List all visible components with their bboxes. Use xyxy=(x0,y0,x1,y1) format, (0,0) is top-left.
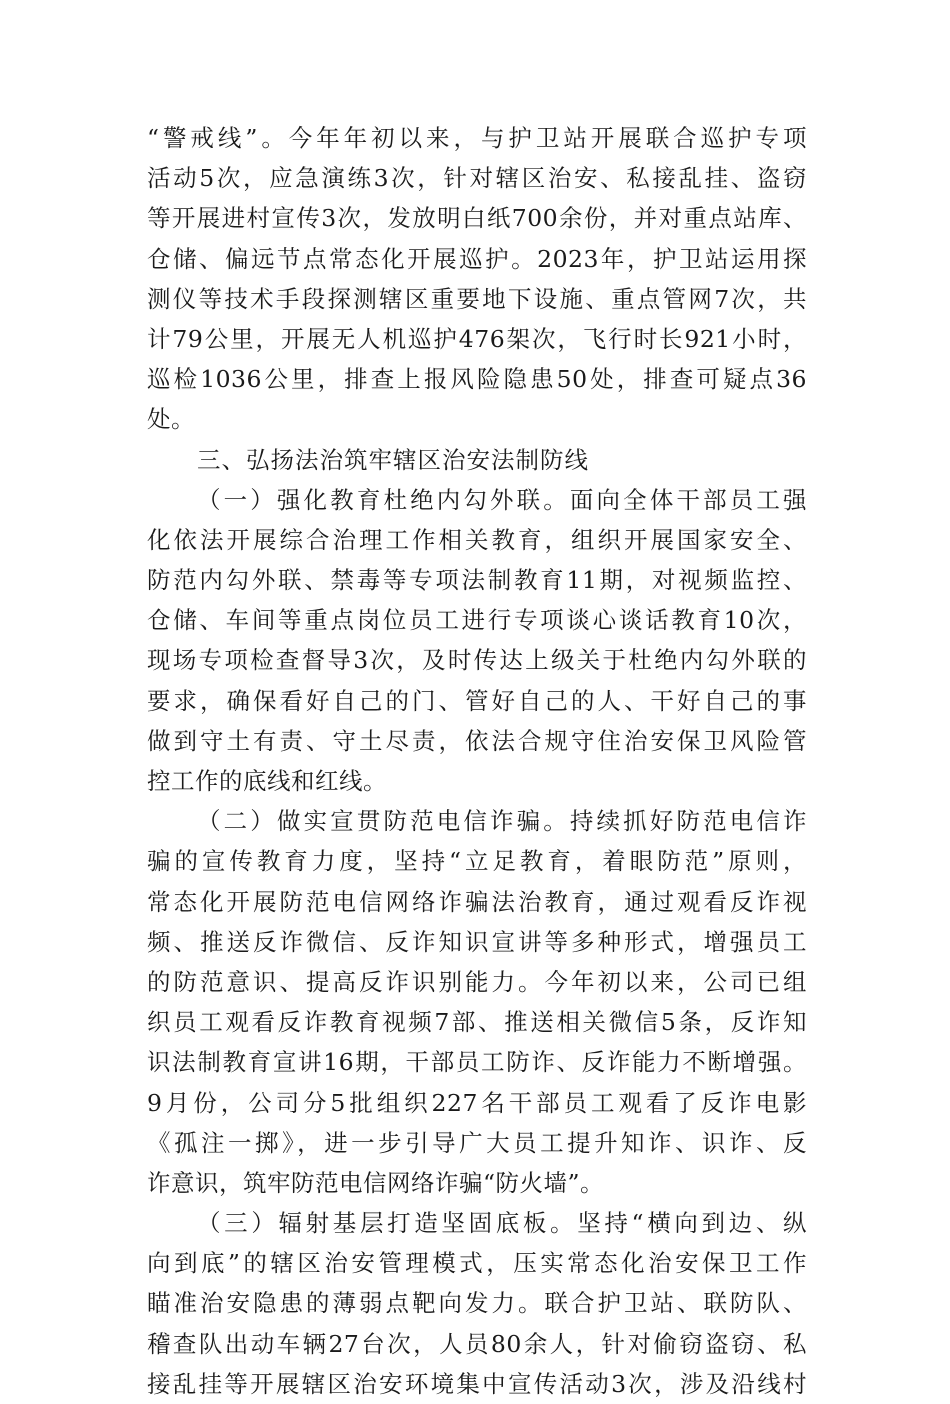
text-line: 要求，确保看好自己的门、管好自己的人、干好自己的事 xyxy=(147,686,807,715)
text-line: 测仪等技术手段探测辖区重要地下设施、重点管网7次，共 xyxy=(147,284,807,313)
text-line: 瞄准治安隐患的薄弱点靶向发力。联合护卫站、联防队、 xyxy=(147,1289,807,1318)
text-line: “警戒线”。今年年初以来，与护卫站开展联合巡护专项 xyxy=(147,124,807,152)
intro-paragraph xyxy=(147,118,807,440)
paragraph-1 xyxy=(147,480,807,802)
text-line: 9月份，公司分5批组织227名干部员工观看了反诈电影 xyxy=(147,1088,807,1117)
text-line: 向到底”的辖区治安管理模式，压实常态化治安保卫工作 xyxy=(147,1249,807,1278)
text-line: 处。 xyxy=(147,405,195,434)
text-line: 频、推送反诈微信、反诈知识宣讲等多种形式，增强员工 xyxy=(147,927,807,956)
paragraph-3 xyxy=(147,1203,807,1404)
text-line: 的防范意识、提高反诈识别能力。今年初以来，公司已组 xyxy=(147,967,807,996)
text-line: 计79公里，开展无人机巡护476架次，飞行时长921小时， xyxy=(147,324,807,353)
text-line: 常态化开展防范电信网络诈骗法治教育，通过观看反诈视 xyxy=(147,887,807,916)
text-line: 等开展进村宣传3次，发放明白纸700余份，并对重点站库、 xyxy=(147,204,807,233)
text-line: 骗的宣传教育力度，坚持“立足教育，着眼防范”原则， xyxy=(147,847,807,876)
text-line: 控工作的底线和红线。 xyxy=(147,767,387,795)
text-line: （一）强化教育杜绝内勾外联。面向全体干部员工强 xyxy=(197,485,807,514)
text-line: 《孤注一掷》，进一步引导广大员工提升知诈、识诈、反 xyxy=(147,1128,807,1157)
text-line: （二）做实宣贯防范电信诈骗。持续抓好防范电信诈 xyxy=(197,807,807,836)
text-line: 接乱挂等开展辖区治安环境集中宣传活动3次，涉及沿线村 xyxy=(147,1369,807,1398)
text-line: 巡检1036公里，排查上报风险隐患50处，排查可疑点36 xyxy=(147,365,807,394)
text-line: 化依法开展综合治理工作相关教育，组织开展国家安全、 xyxy=(147,525,807,554)
text-line: （三）辐射基层打造坚固底板。坚持“横向到边、纵 xyxy=(197,1209,807,1238)
text-line: 仓储、偏远节点常态化开展巡护。2023年，护卫站运用探 xyxy=(147,244,807,273)
text-line: 活动5次，应急演练3次，针对辖区治安、私接乱挂、盗窃 xyxy=(147,164,807,193)
text-line: 做到守土有责、守土尽责，依法合规守住治安保卫风险管 xyxy=(147,726,807,755)
text-line: 识法制教育宣讲16期，干部员工防诈、反诈能力不断增强。 xyxy=(147,1048,807,1077)
text-line: 稽查队出动车辆27台次，人员80余人，针对偷窃盗窃、私 xyxy=(147,1329,807,1358)
text-line: 诈意识，筑牢防范电信网络诈骗“防火墙”。 xyxy=(147,1168,605,1197)
text-line: 织员工观看反诈教育视频7部、推送相关微信5条，反诈知 xyxy=(147,1008,807,1037)
text-line: 现场专项检查督导3次，及时传达上级关于杜绝内勾外联的 xyxy=(147,646,807,675)
section-heading: 三、弘扬法治筑牢辖区治安法制防线 xyxy=(197,445,589,474)
document-body xyxy=(147,118,807,1404)
paragraph-2 xyxy=(147,801,807,1203)
text-line: 防范内勾外联、禁毒等专项法制教育11期，对视频监控、 xyxy=(147,566,807,595)
text-line: 仓储、车间等重点岗位员工进行专项谈心谈话教育10次， xyxy=(147,606,807,635)
